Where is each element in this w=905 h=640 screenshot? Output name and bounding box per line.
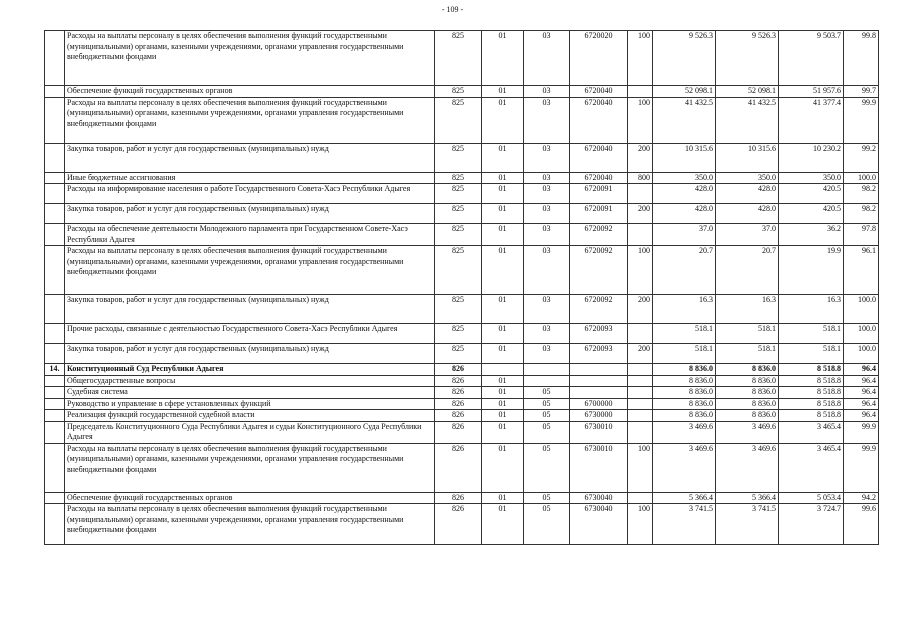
row-number bbox=[45, 344, 65, 364]
table-row bbox=[45, 492, 879, 504]
execution-percent: 96.1 bbox=[844, 246, 879, 295]
section-code: 01 bbox=[482, 344, 524, 364]
execution-percent: 99.7 bbox=[844, 86, 879, 98]
approved-amount: 9 526.3 bbox=[653, 31, 716, 86]
section-code: 01 bbox=[482, 324, 524, 344]
subsection-code bbox=[524, 375, 570, 387]
row-name: Расходы на выплаты персоналу в целях обеспечения выполнения функций государственными (муниципальными) органами, казенными учреждениями, органами управления государственными внебюджетными фондами bbox=[65, 443, 435, 492]
approved-amount: 518.1 bbox=[653, 324, 716, 344]
row-number bbox=[45, 31, 65, 86]
subsection-code: 05 bbox=[524, 504, 570, 545]
refined-amount: 8 836.0 bbox=[716, 387, 779, 399]
table-row bbox=[45, 86, 879, 98]
row-number bbox=[45, 97, 65, 143]
execution-percent: 96.4 bbox=[844, 364, 879, 376]
section-code: 01 bbox=[482, 443, 524, 492]
execution-percent: 98.2 bbox=[844, 204, 879, 224]
executed-amount: 518.1 bbox=[779, 324, 844, 344]
table-row bbox=[45, 143, 879, 172]
expense-type-code: 100 bbox=[628, 443, 653, 492]
row-number bbox=[45, 143, 65, 172]
approved-amount: 3 469.6 bbox=[653, 443, 716, 492]
grbs-code: 826 bbox=[435, 387, 482, 399]
subsection-code: 03 bbox=[524, 204, 570, 224]
row-number bbox=[45, 410, 65, 422]
approved-amount: 5 366.4 bbox=[653, 492, 716, 504]
section-code: 01 bbox=[482, 295, 524, 324]
row-name: Закупка товаров, работ и услуг для государственных (муниципальных) нужд bbox=[65, 344, 435, 364]
row-name: Реализация функций государственной судебной власти bbox=[65, 410, 435, 422]
approved-amount: 41 432.5 bbox=[653, 97, 716, 143]
approved-amount: 350.0 bbox=[653, 172, 716, 184]
approved-amount: 52 098.1 bbox=[653, 86, 716, 98]
executed-amount: 3 724.7 bbox=[779, 504, 844, 545]
executed-amount: 350.0 bbox=[779, 172, 844, 184]
approved-amount: 518.1 bbox=[653, 344, 716, 364]
section-code: 01 bbox=[482, 375, 524, 387]
section-code: 01 bbox=[482, 143, 524, 172]
target-article-code bbox=[570, 375, 628, 387]
budget-table bbox=[44, 30, 879, 545]
refined-amount: 10 315.6 bbox=[716, 143, 779, 172]
row-name: Расходы на выплаты персоналу в целях обеспечения выполнения функций государственными (муниципальными) органами, казенными учреждениями, органами управления государственными внебюджетными фондами bbox=[65, 97, 435, 143]
subsection-code: 03 bbox=[524, 246, 570, 295]
row-name: Обеспечение функций государственных органов bbox=[65, 86, 435, 98]
subsection-code: 05 bbox=[524, 398, 570, 410]
expense-type-code bbox=[628, 421, 653, 443]
executed-amount: 3 465.4 bbox=[779, 443, 844, 492]
target-article-code: 6730040 bbox=[570, 492, 628, 504]
table-row bbox=[45, 184, 879, 204]
approved-amount: 428.0 bbox=[653, 184, 716, 204]
target-article-code bbox=[570, 364, 628, 376]
table-row bbox=[45, 504, 879, 545]
subsection-code: 05 bbox=[524, 410, 570, 422]
section-code: 01 bbox=[482, 86, 524, 98]
row-name: Обеспечение функций государственных органов bbox=[65, 492, 435, 504]
table-row bbox=[45, 295, 879, 324]
target-article-code: 6720092 bbox=[570, 295, 628, 324]
executed-amount: 420.5 bbox=[779, 204, 844, 224]
expense-type-code bbox=[628, 224, 653, 246]
refined-amount: 20.7 bbox=[716, 246, 779, 295]
table-row bbox=[45, 421, 879, 443]
section-code: 01 bbox=[482, 172, 524, 184]
row-number bbox=[45, 246, 65, 295]
grbs-code: 826 bbox=[435, 504, 482, 545]
execution-percent: 99.6 bbox=[844, 504, 879, 545]
subsection-code: 05 bbox=[524, 492, 570, 504]
refined-amount: 518.1 bbox=[716, 344, 779, 364]
executed-amount: 8 518.8 bbox=[779, 364, 844, 376]
target-article-code: 6730010 bbox=[570, 443, 628, 492]
execution-percent: 96.4 bbox=[844, 375, 879, 387]
grbs-code: 826 bbox=[435, 364, 482, 376]
expense-type-code bbox=[628, 184, 653, 204]
execution-percent: 97.8 bbox=[844, 224, 879, 246]
table-row bbox=[45, 410, 879, 422]
grbs-code: 825 bbox=[435, 246, 482, 295]
refined-amount: 3 741.5 bbox=[716, 504, 779, 545]
execution-percent: 94.2 bbox=[844, 492, 879, 504]
approved-amount: 8 836.0 bbox=[653, 387, 716, 399]
section-code: 01 bbox=[482, 31, 524, 86]
refined-amount: 3 469.6 bbox=[716, 443, 779, 492]
executed-amount: 36.2 bbox=[779, 224, 844, 246]
approved-amount: 428.0 bbox=[653, 204, 716, 224]
table-row bbox=[45, 443, 879, 492]
target-article-code: 6730040 bbox=[570, 504, 628, 545]
refined-amount: 8 836.0 bbox=[716, 410, 779, 422]
table-row bbox=[45, 204, 879, 224]
row-number bbox=[45, 375, 65, 387]
section-code: 01 bbox=[482, 97, 524, 143]
row-name: Расходы на информирование населения о работе Государственного Совета-Хасэ Республики Адыгея bbox=[65, 184, 435, 204]
refined-amount: 16.3 bbox=[716, 295, 779, 324]
refined-amount: 8 836.0 bbox=[716, 398, 779, 410]
row-name: Председатель Конституционного Суда Республики Адыгея и судьи Конституционного Суда Республики Адыгея bbox=[65, 421, 435, 443]
row-number bbox=[45, 184, 65, 204]
execution-percent: 99.2 bbox=[844, 143, 879, 172]
expense-type-code: 200 bbox=[628, 295, 653, 324]
refined-amount: 428.0 bbox=[716, 184, 779, 204]
section-code: 01 bbox=[482, 504, 524, 545]
grbs-code: 825 bbox=[435, 31, 482, 86]
execution-percent: 100.0 bbox=[844, 324, 879, 344]
grbs-code: 825 bbox=[435, 86, 482, 98]
expense-type-code bbox=[628, 364, 653, 376]
subsection-code: 03 bbox=[524, 324, 570, 344]
grbs-code: 825 bbox=[435, 324, 482, 344]
grbs-code: 825 bbox=[435, 204, 482, 224]
approved-amount: 8 836.0 bbox=[653, 410, 716, 422]
expense-type-code bbox=[628, 398, 653, 410]
grbs-code: 826 bbox=[435, 492, 482, 504]
executed-amount: 420.5 bbox=[779, 184, 844, 204]
grbs-code: 825 bbox=[435, 224, 482, 246]
section-code: 01 bbox=[482, 246, 524, 295]
subsection-code: 03 bbox=[524, 344, 570, 364]
target-article-code: 6720040 bbox=[570, 86, 628, 98]
expense-type-code: 200 bbox=[628, 344, 653, 364]
grbs-code: 825 bbox=[435, 295, 482, 324]
target-article-code: 6730000 bbox=[570, 410, 628, 422]
approved-amount: 20.7 bbox=[653, 246, 716, 295]
row-name: Судебная система bbox=[65, 387, 435, 399]
section-code: 01 bbox=[482, 224, 524, 246]
approved-amount: 3 741.5 bbox=[653, 504, 716, 545]
section-code: 01 bbox=[482, 398, 524, 410]
target-article-code: 6720093 bbox=[570, 324, 628, 344]
table-row bbox=[45, 31, 879, 86]
approved-amount: 8 836.0 bbox=[653, 364, 716, 376]
row-number bbox=[45, 398, 65, 410]
row-number bbox=[45, 172, 65, 184]
target-article-code: 6720040 bbox=[570, 143, 628, 172]
section-code: 01 bbox=[482, 492, 524, 504]
grbs-code: 825 bbox=[435, 172, 482, 184]
subsection-code: 03 bbox=[524, 224, 570, 246]
grbs-code: 826 bbox=[435, 410, 482, 422]
execution-percent: 99.8 bbox=[844, 31, 879, 86]
row-name: Расходы на выплаты персоналу в целях обеспечения выполнения функций государственными (муниципальными) органами, казенными учреждениями, органами управления государственными внебюджетными фондами bbox=[65, 31, 435, 86]
target-article-code: 6720020 bbox=[570, 31, 628, 86]
row-name: Закупка товаров, работ и услуг для государственных (муниципальных) нужд bbox=[65, 204, 435, 224]
refined-amount: 5 366.4 bbox=[716, 492, 779, 504]
row-name: Иные бюджетные ассигнования bbox=[65, 172, 435, 184]
refined-amount: 8 836.0 bbox=[716, 364, 779, 376]
subsection-code: 03 bbox=[524, 172, 570, 184]
row-number bbox=[45, 421, 65, 443]
row-number bbox=[45, 443, 65, 492]
grbs-code: 825 bbox=[435, 143, 482, 172]
expense-type-code bbox=[628, 492, 653, 504]
target-article-code: 6720092 bbox=[570, 224, 628, 246]
page-number: - 109 - bbox=[441, 5, 464, 14]
section-code bbox=[482, 364, 524, 376]
refined-amount: 9 526.3 bbox=[716, 31, 779, 86]
executed-amount: 5 053.4 bbox=[779, 492, 844, 504]
refined-amount: 350.0 bbox=[716, 172, 779, 184]
refined-amount: 518.1 bbox=[716, 324, 779, 344]
row-number bbox=[45, 387, 65, 399]
execution-percent: 96.4 bbox=[844, 410, 879, 422]
row-name: Общегосударственные вопросы bbox=[65, 375, 435, 387]
executed-amount: 51 957.6 bbox=[779, 86, 844, 98]
table-row bbox=[45, 97, 879, 143]
grbs-code: 825 bbox=[435, 184, 482, 204]
approved-amount: 8 836.0 bbox=[653, 398, 716, 410]
executed-amount: 16.3 bbox=[779, 295, 844, 324]
subsection-code: 05 bbox=[524, 421, 570, 443]
executed-amount: 8 518.8 bbox=[779, 398, 844, 410]
row-name: Конституционный Суд Республики Адыгея bbox=[65, 364, 435, 376]
expense-type-code: 100 bbox=[628, 504, 653, 545]
execution-percent: 98.2 bbox=[844, 184, 879, 204]
approved-amount: 3 469.6 bbox=[653, 421, 716, 443]
table-row bbox=[45, 246, 879, 295]
expense-type-code bbox=[628, 86, 653, 98]
refined-amount: 52 098.1 bbox=[716, 86, 779, 98]
subsection-code: 03 bbox=[524, 295, 570, 324]
grbs-code: 826 bbox=[435, 443, 482, 492]
executed-amount: 10 230.2 bbox=[779, 143, 844, 172]
row-number: 14. bbox=[45, 364, 65, 376]
refined-amount: 3 469.6 bbox=[716, 421, 779, 443]
section-code: 01 bbox=[482, 421, 524, 443]
grbs-code: 825 bbox=[435, 97, 482, 143]
row-number bbox=[45, 86, 65, 98]
expense-type-code: 100 bbox=[628, 31, 653, 86]
row-name: Расходы на выплаты персоналу в целях обеспечения выполнения функций государственными (муниципальными) органами, казенными учреждениями, органами управления государственными внебюджетными фондами bbox=[65, 246, 435, 295]
executed-amount: 8 518.8 bbox=[779, 410, 844, 422]
table-row bbox=[45, 344, 879, 364]
approved-amount: 10 315.6 bbox=[653, 143, 716, 172]
section-code: 01 bbox=[482, 387, 524, 399]
subsection-code: 03 bbox=[524, 184, 570, 204]
refined-amount: 428.0 bbox=[716, 204, 779, 224]
execution-percent: 96.4 bbox=[844, 387, 879, 399]
row-number bbox=[45, 504, 65, 545]
target-article-code: 6720091 bbox=[570, 204, 628, 224]
executed-amount: 41 377.4 bbox=[779, 97, 844, 143]
executed-amount: 8 518.8 bbox=[779, 387, 844, 399]
target-article-code: 6720091 bbox=[570, 184, 628, 204]
execution-percent: 99.9 bbox=[844, 97, 879, 143]
subsection-code: 03 bbox=[524, 143, 570, 172]
approved-amount: 16.3 bbox=[653, 295, 716, 324]
subsection-code: 05 bbox=[524, 443, 570, 492]
grbs-code: 826 bbox=[435, 421, 482, 443]
expense-type-code bbox=[628, 324, 653, 344]
execution-percent: 96.4 bbox=[844, 398, 879, 410]
approved-amount: 37.0 bbox=[653, 224, 716, 246]
expense-type-code bbox=[628, 375, 653, 387]
execution-percent: 99.9 bbox=[844, 421, 879, 443]
row-number bbox=[45, 324, 65, 344]
row-number bbox=[45, 204, 65, 224]
subsection-code: 03 bbox=[524, 31, 570, 86]
table-row bbox=[45, 172, 879, 184]
executed-amount: 518.1 bbox=[779, 344, 844, 364]
expense-type-code: 200 bbox=[628, 143, 653, 172]
target-article-code: 6700000 bbox=[570, 398, 628, 410]
executed-amount: 19.9 bbox=[779, 246, 844, 295]
row-number bbox=[45, 492, 65, 504]
table-row bbox=[45, 364, 879, 376]
target-article-code: 6720092 bbox=[570, 246, 628, 295]
expense-type-code: 200 bbox=[628, 204, 653, 224]
refined-amount: 8 836.0 bbox=[716, 375, 779, 387]
expense-type-code: 800 bbox=[628, 172, 653, 184]
target-article-code: 6720093 bbox=[570, 344, 628, 364]
grbs-code: 825 bbox=[435, 344, 482, 364]
table-row bbox=[45, 375, 879, 387]
execution-percent: 100.0 bbox=[844, 295, 879, 324]
target-article-code: 6720040 bbox=[570, 97, 628, 143]
expense-type-code: 100 bbox=[628, 97, 653, 143]
target-article-code: 6730010 bbox=[570, 421, 628, 443]
table-row bbox=[45, 324, 879, 344]
refined-amount: 41 432.5 bbox=[716, 97, 779, 143]
expense-type-code bbox=[628, 387, 653, 399]
row-name: Расходы на выплаты персоналу в целях обеспечения выполнения функций государственными (муниципальными) органами, казенными учреждениями, органами управления государственными внебюджетными фондами bbox=[65, 504, 435, 545]
refined-amount: 37.0 bbox=[716, 224, 779, 246]
subsection-code: 05 bbox=[524, 387, 570, 399]
target-article-code bbox=[570, 387, 628, 399]
row-name: Расходы на обеспечение деятельности Молодежного парламента при Государственном Совете-Хасэ Республики Адыгея bbox=[65, 224, 435, 246]
section-code: 01 bbox=[482, 184, 524, 204]
expense-type-code: 100 bbox=[628, 246, 653, 295]
section-code: 01 bbox=[482, 410, 524, 422]
row-name: Прочие расходы, связанные с деятельностью Государственного Совета-Хасэ Республики Адыгея bbox=[65, 324, 435, 344]
row-name: Руководство и управление в сфере установленных функций bbox=[65, 398, 435, 410]
section-code: 01 bbox=[482, 204, 524, 224]
subsection-code: 03 bbox=[524, 86, 570, 98]
expense-type-code bbox=[628, 410, 653, 422]
approved-amount: 8 836.0 bbox=[653, 375, 716, 387]
execution-percent: 100.0 bbox=[844, 172, 879, 184]
grbs-code: 826 bbox=[435, 375, 482, 387]
row-name: Закупка товаров, работ и услуг для государственных (муниципальных) нужд bbox=[65, 143, 435, 172]
table-row bbox=[45, 398, 879, 410]
row-number bbox=[45, 224, 65, 246]
grbs-code: 826 bbox=[435, 398, 482, 410]
target-article-code: 6720040 bbox=[570, 172, 628, 184]
executed-amount: 8 518.8 bbox=[779, 375, 844, 387]
execution-percent: 99.9 bbox=[844, 443, 879, 492]
executed-amount: 3 465.4 bbox=[779, 421, 844, 443]
subsection-code bbox=[524, 364, 570, 376]
row-number bbox=[45, 295, 65, 324]
row-name: Закупка товаров, работ и услуг для государственных (муниципальных) нужд bbox=[65, 295, 435, 324]
subsection-code: 03 bbox=[524, 97, 570, 143]
execution-percent: 100.0 bbox=[844, 344, 879, 364]
executed-amount: 9 503.7 bbox=[779, 31, 844, 86]
table-row bbox=[45, 224, 879, 246]
table-row bbox=[45, 387, 879, 399]
